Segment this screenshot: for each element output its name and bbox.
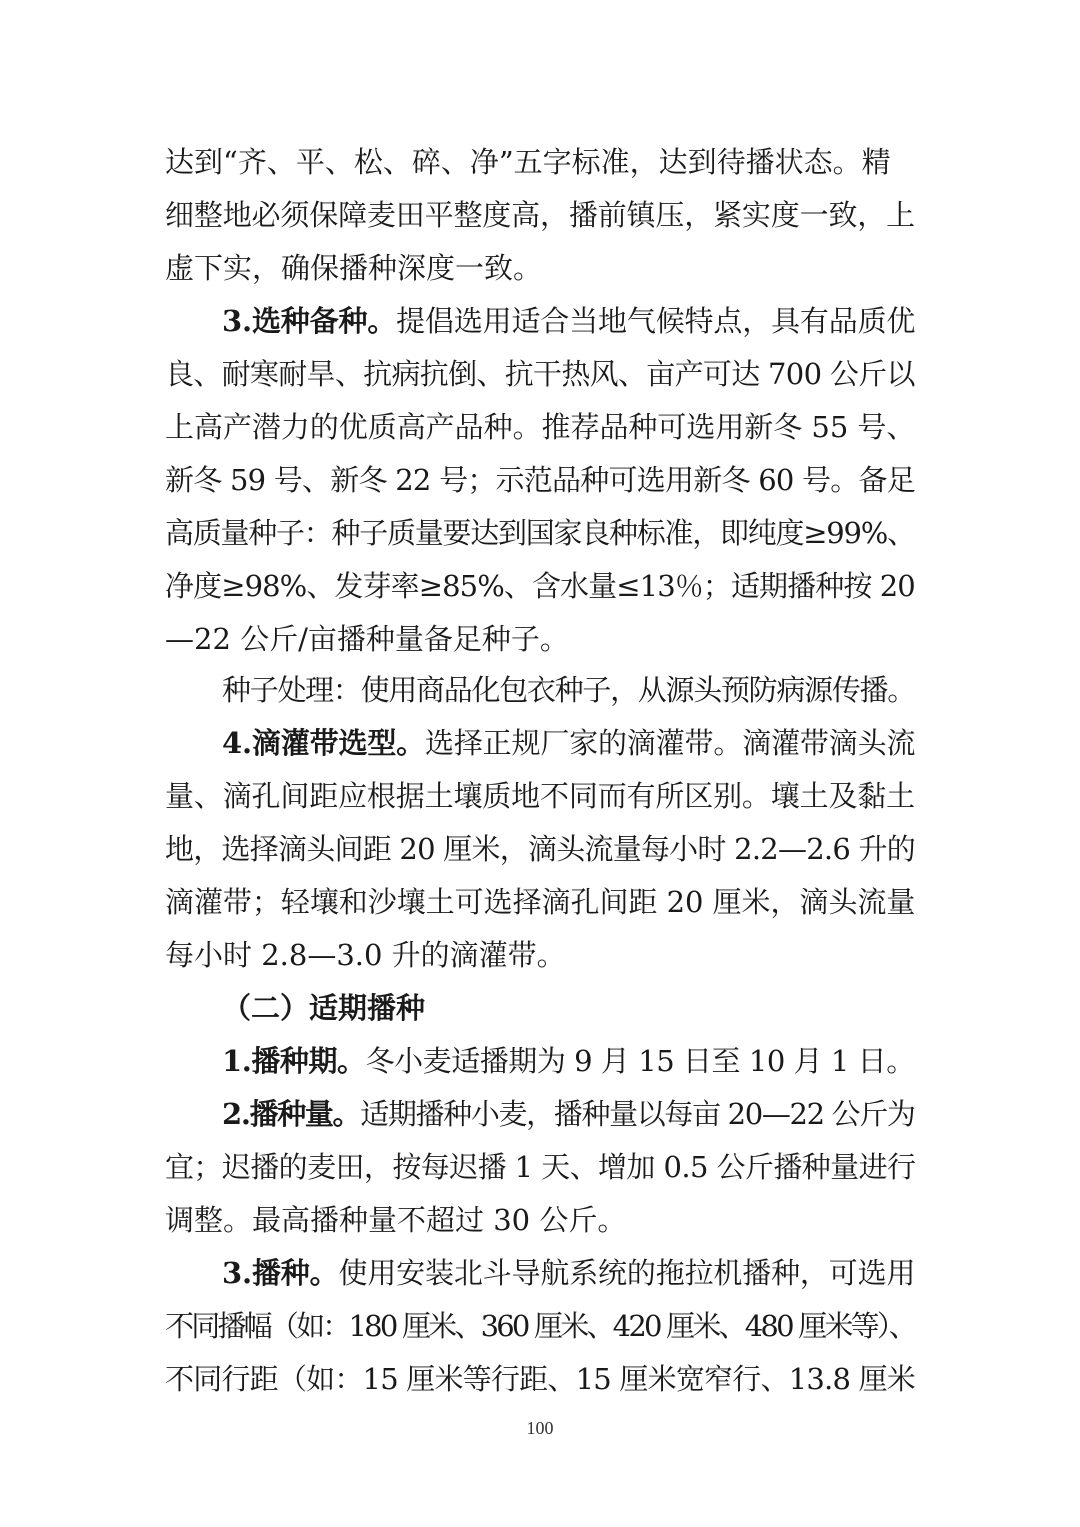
body-line: 净度≥98%、发芽率≥85%、含水量≤13％；适期播种按 20 — [165, 569, 915, 603]
body-line: 上高产潜力的优质高产品种。推荐品种可选用新冬 55 号、 — [165, 410, 916, 444]
body-line: 良、耐寒耐旱、抗病抗倒、抗干热风、亩产可达 700 公斤以 — [165, 357, 915, 391]
section-heading-line: 1.播种期。冬小麦适播期为 9 月 15 日至 10 月 1 日。 — [222, 1044, 915, 1078]
body-line: 达到“齐、平、松、碎、净”五字标准，达到待播状态。精 — [165, 145, 891, 179]
section-heading-line: 4.滴灌带选型。选择正规厂家的滴灌带。滴灌带滴头流 — [222, 726, 916, 760]
body-line: 不同播幅（如：180 厘米、360 厘米、420 厘米、480 厘米等）、 — [165, 1309, 915, 1343]
body-line: 地，选择滴头间距 20 厘米，滴头流量每小时 2.2—2.6 升的 — [165, 832, 916, 866]
body-line: 调整。最高播种量不超过 30 公斤。 — [165, 1203, 627, 1237]
body-line: 每小时 2.8—3.0 升的滴灌带。 — [165, 938, 566, 972]
body-line: 种子处理：使用商品化包衣种子，从源头预防病源传播。 — [222, 673, 916, 707]
body-line: 不同行距（如：15 厘米等行距、15 厘米宽窄行、13.8 厘米 — [165, 1362, 916, 1396]
body-line: 量、滴孔间距应根据土壤质地不同而有所区别。壤土及黏土 — [165, 779, 916, 813]
page-number: 100 — [526, 1418, 554, 1438]
chapter-heading: （二）适期播种 — [222, 991, 426, 1025]
body-line: —22 公斤/亩播种量备足种子。 — [165, 622, 569, 656]
body-line: 滴灌带；轻壤和沙壤土可选择滴孔间距 20 厘米，滴头流量 — [165, 885, 916, 919]
body-line: 细整地必须保障麦田平整度高，播前镇压，紧实度一致，上 — [165, 198, 916, 232]
body-line: 宜；迟播的麦田，按每迟播 1 天、增加 0.5 公斤播种量进行 — [165, 1150, 916, 1184]
body-line: 高质量种子：种子质量要达到国家良种标准，即纯度≥99%、 — [165, 516, 915, 550]
section-heading-line: 2.播种量。适期播种小麦，播种量以每亩 20—22 公斤为 — [222, 1097, 915, 1131]
section-heading-line: 3.播种。使用安装北斗导航系统的拖拉机播种，可选用 — [222, 1256, 916, 1290]
section-heading-line: 3.选种备种。提倡选用适合当地气候特点，具有品质优 — [222, 304, 916, 338]
body-line: 虚下实，确保播种深度一致。 — [165, 251, 543, 285]
body-line: 新冬 59 号、新冬 22 号；示范品种可选用新冬 60 号。备足 — [165, 463, 916, 497]
